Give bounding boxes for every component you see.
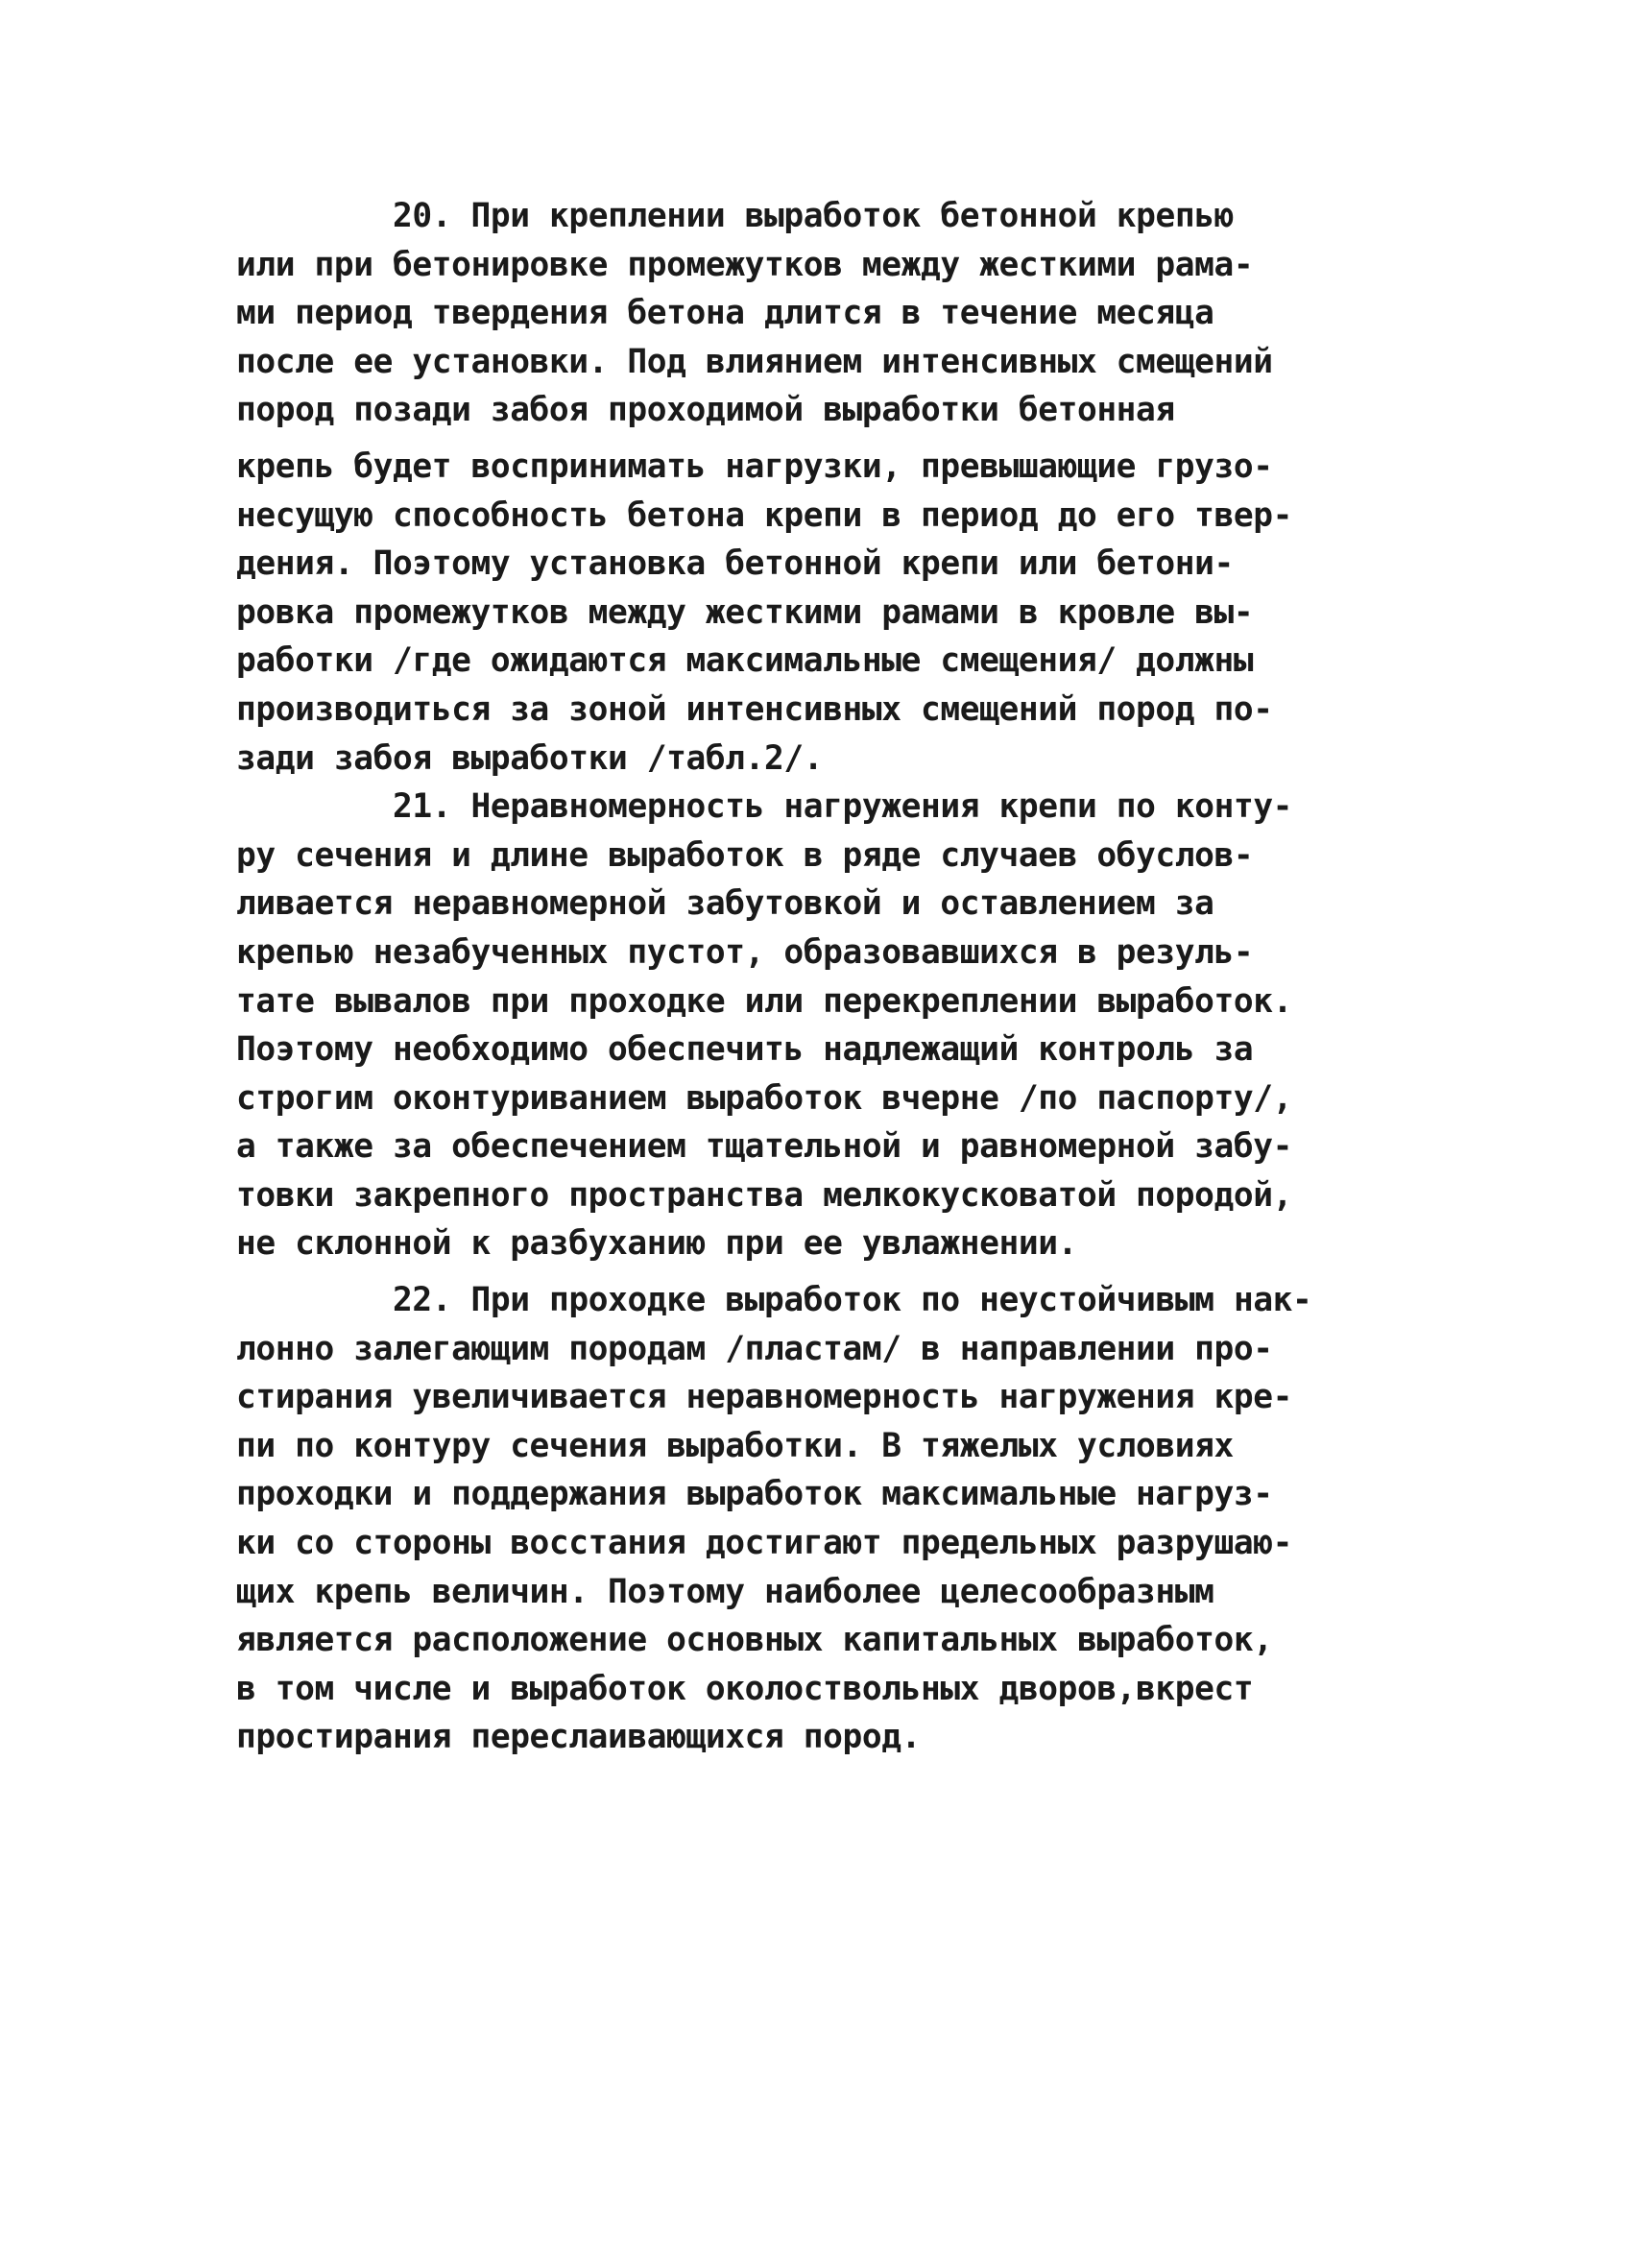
paragraph-21 bbox=[236, 783, 1427, 1268]
text-line: зади забоя выработки /табл.2/. bbox=[236, 738, 824, 778]
text-line: после ее установки. Под влиянием интенсивных смещений bbox=[236, 342, 1273, 381]
text-line: простирания переслаивающихся пород. bbox=[236, 1718, 921, 1757]
text-line: товки закрепного пространства мелкокусковатой породой, bbox=[236, 1175, 1293, 1215]
document-body bbox=[236, 192, 1427, 1762]
text-line: щих крепь величин. Поэтому наиболее целесообразным bbox=[236, 1572, 1214, 1611]
paragraph-20 bbox=[236, 192, 1427, 783]
text-line: лонно залегающим породам /пластам/ в направлении про- bbox=[236, 1329, 1273, 1368]
text-line: не склонной к разбуханию при ее увлажнении. bbox=[236, 1224, 1077, 1264]
text-line: в том числе и выработок околоствольных дворов,вкрест bbox=[236, 1669, 1254, 1708]
text-line: крепью незабученных пустот, образовавшихся в резуль- bbox=[236, 932, 1254, 972]
text-line: 21. Неравномерность нагружения крепи по конту- bbox=[393, 787, 1293, 827]
text-line: а также за обеспечением тщательной и равномерной забу- bbox=[236, 1127, 1293, 1167]
text-line: пи по контуру сечения выработки. В тяжелых условиях bbox=[236, 1426, 1234, 1465]
text-line: стирания увеличивается неравномерность нагружения кре- bbox=[236, 1378, 1293, 1417]
text-line: дения. Поэтому установка бетонной крепи или бетони- bbox=[236, 544, 1234, 584]
text-line: ливается неравномерной забутовкой и оставлением за bbox=[236, 884, 1214, 924]
text-line: 22. При проходке выработок по неустойчивым нак- bbox=[393, 1281, 1312, 1320]
text-line: ки со стороны восстания достигают предельных разрушаю- bbox=[236, 1524, 1293, 1563]
text-line: 20. При креплении выработок бетонной крепью bbox=[393, 197, 1234, 235]
text-line: тате вывалов при проходке или перекреплении выработок. bbox=[236, 981, 1293, 1021]
text-line: работки /где ожидаются максимальные смещения/ должны bbox=[236, 641, 1254, 681]
text-line: строгим оконтуриванием выработок вчерне /по паспорту/, bbox=[236, 1078, 1293, 1118]
text-line: Поэтому необходимо обеспечить надлежащий контроль за bbox=[236, 1030, 1254, 1070]
paragraph-22 bbox=[236, 1276, 1427, 1762]
text-line: ровка промежутков между жесткими рамами в кровле вы- bbox=[236, 592, 1254, 632]
text-line: ми период твердения бетона длится в течение месяца bbox=[236, 294, 1214, 333]
text-line: крепь будет воспринимать нагрузки, превышающие грузо- bbox=[236, 446, 1273, 486]
text-line: или при бетонировке промежутков между жесткими рама- bbox=[236, 245, 1254, 284]
text-line: несущую способность бетона крепи в период до его твер- bbox=[236, 495, 1293, 535]
text-line: ру сечения и длине выработок в ряде случаев обуслов- bbox=[236, 835, 1254, 875]
text-line: производиться за зоной интенсивных смещений пород по- bbox=[236, 689, 1273, 729]
text-line: пород позади забоя проходимой выработки бетонная bbox=[236, 391, 1175, 430]
text-line: является расположение основных капитальных выработок, bbox=[236, 1621, 1273, 1660]
text-line: проходки и поддержания выработок максимальные нагруз- bbox=[236, 1475, 1273, 1514]
